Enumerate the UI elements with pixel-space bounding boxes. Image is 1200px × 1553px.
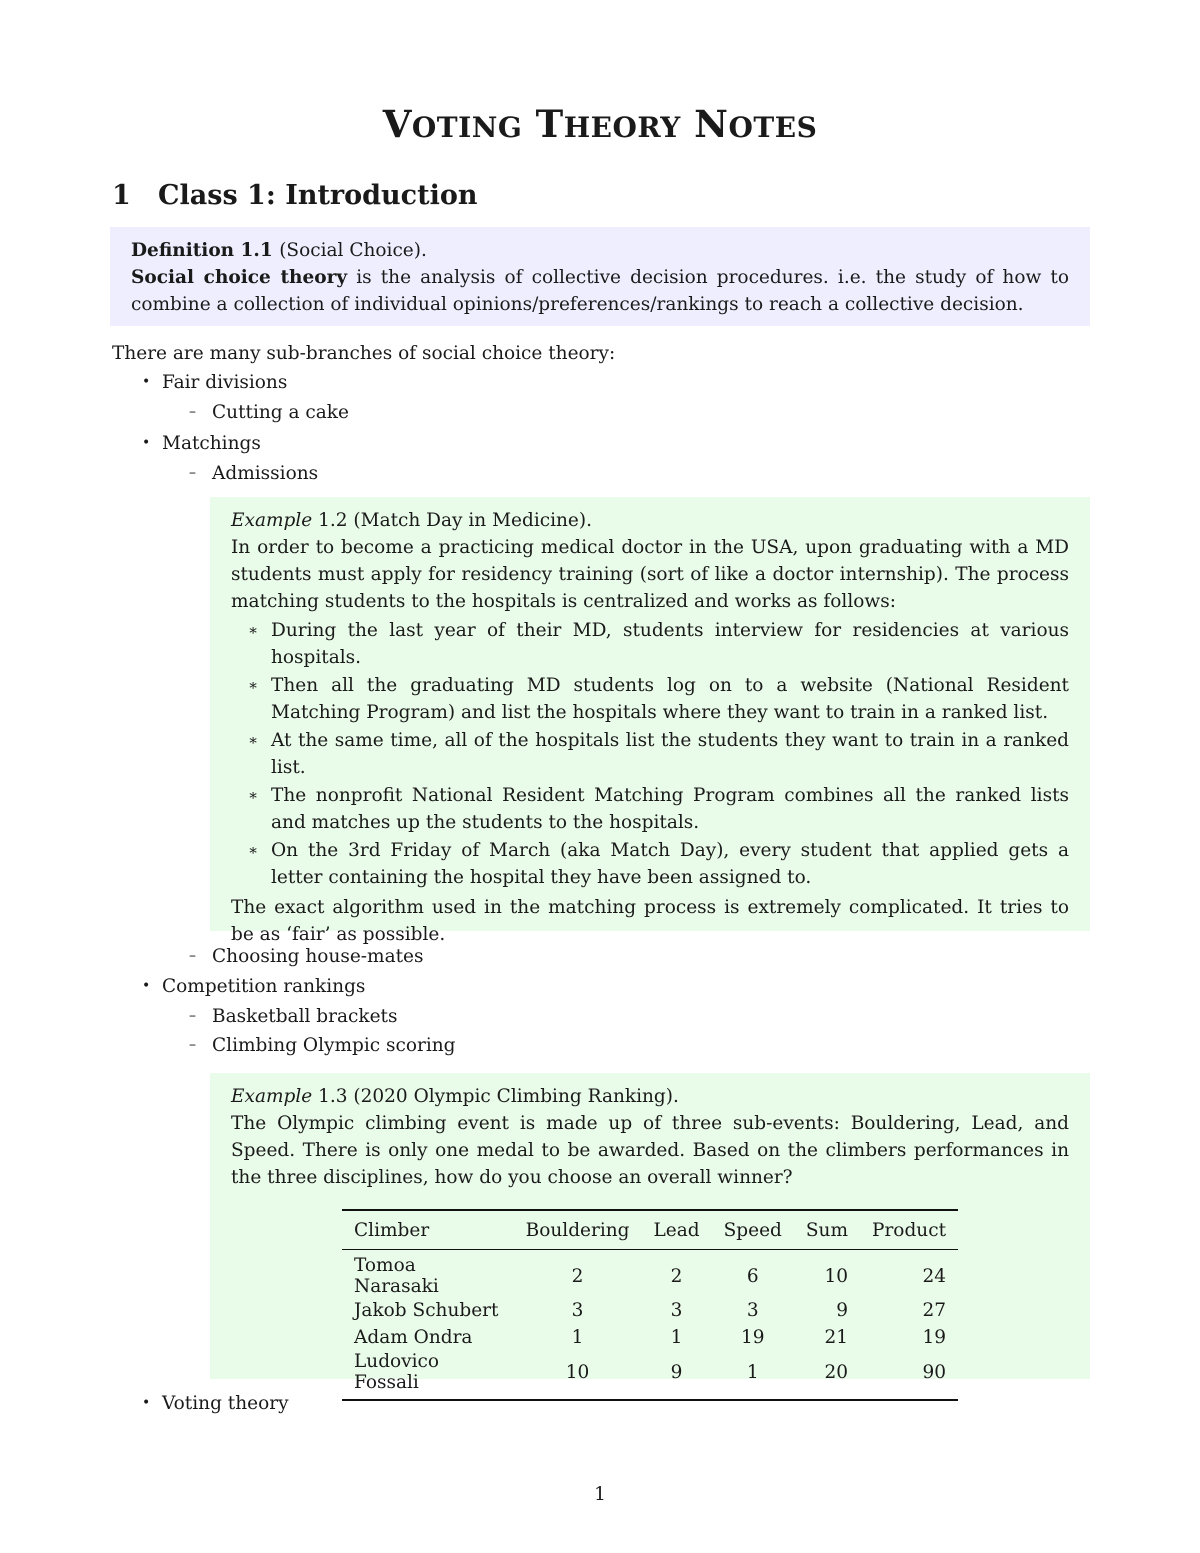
column-header: Climber	[354, 1219, 430, 1241]
sub-list-item: – Basketball brackets	[189, 1006, 398, 1027]
document-title: VOTING THEORY NOTES	[382, 102, 818, 146]
star-item: ∗ The nonprofit National Resident Matching Program combines all the ranked lists and matches up the students to the hospitals.	[248, 785, 1069, 833]
column-header: Product	[872, 1219, 946, 1241]
example-star-list	[231, 617, 1069, 891]
section-heading	[112, 180, 477, 211]
example-heading: Example 1.2 (Match Day in Medicine).	[231, 510, 592, 531]
sub-list-item: – Choosing house-mates	[189, 946, 424, 967]
star-item: ∗ On the 3rd Friday of March (aka Match Day), every student that applied gets a letter containing the hospital they have been assigned to.	[248, 840, 1069, 888]
table-row: Jakob Schubert 3 3 3 9 27	[354, 1300, 946, 1321]
page-number: 1	[594, 1484, 606, 1505]
intro-text: There are many sub-branches of social choice theory:	[112, 343, 616, 364]
example-paragraph: The Olympic climbing event is made up of three sub-events: Bouldering, Lead, and Speed. There is only one medal to be awarded. Based on the climbers performances in the three disciplines, how do you choose an overall winner?	[231, 1113, 1069, 1188]
section-title: Class 1: Introduction	[158, 180, 478, 211]
definition-body: Social choice theory is the analysis of collective decision procedures. i.e. the study of how to combine a collection of individual opinions/preferences/rankings to reach a collective decision.	[131, 267, 1069, 315]
column-header: Lead	[653, 1219, 700, 1241]
list-item: • Fair divisions	[142, 372, 288, 393]
example-paragraph: In order to become a practicing medical doctor in the USA, upon graduating with a MD students must apply for residency training (sort of like a doctor internship). The process matching students to the hospitals is centralized and works as follows:	[231, 537, 1069, 612]
star-item: ∗ During the last year of their MD, students interview for residencies at various hospitals.	[248, 620, 1069, 668]
sub-list-item: – Admissions	[189, 463, 319, 484]
sub-list-item: – Climbing Olympic scoring	[189, 1035, 456, 1056]
definition-box	[110, 227, 1090, 326]
definition-heading: Definition 1.1 (Social Choice).	[131, 240, 427, 261]
table-row: Ludovico Fossali 10 9 1 20 90	[342, 1351, 958, 1400]
column-header: Bouldering	[525, 1219, 630, 1241]
example-match-day-box	[210, 497, 1090, 945]
list-item: • Competition rankings	[142, 976, 366, 997]
sub-list-item: – Cutting a cake	[189, 402, 349, 423]
star-item: ∗ Then all the graduating MD students log on to a website (National Resident Matching Program) and list the hospitals where they want to train in a ranked list.	[248, 675, 1069, 723]
star-item: ∗ At the same time, all of the hospitals list the students they want to train in a ranked list.	[248, 730, 1069, 778]
table-row: Tomoa Narasaki 2 2 6 10 24	[354, 1255, 946, 1297]
list-item: • Voting theory	[142, 1393, 289, 1414]
table-header-row	[342, 1210, 958, 1250]
section-number: 1	[112, 180, 131, 211]
column-header: Speed	[723, 1219, 782, 1241]
example-closing: The exact algorithm used in the matching process is extremely complicated. It tries to be as ‘fair’ as possible.	[231, 897, 1069, 945]
definition-term: Social choice theory	[131, 267, 348, 288]
climbing-results-table	[342, 1209, 958, 1401]
column-header: Sum	[805, 1219, 849, 1241]
example-heading: Example 1.3 (2020 Olympic Climbing Ranking).	[231, 1086, 679, 1107]
table-row: Adam Ondra 1 1 19 21 19	[354, 1327, 946, 1348]
list-item: • Matchings	[142, 433, 261, 454]
